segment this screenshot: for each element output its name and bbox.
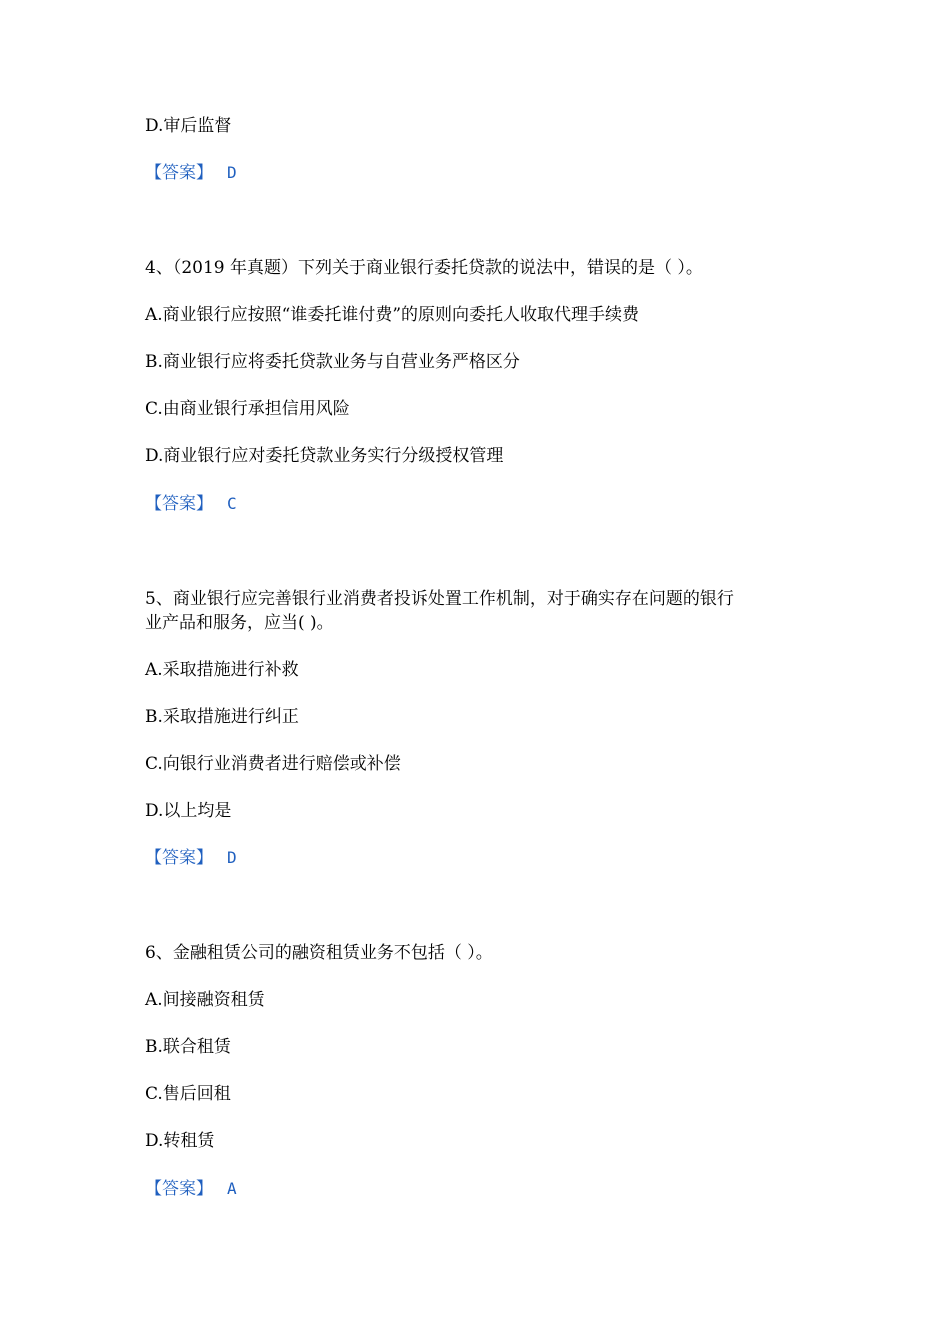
q6-answer (145, 1177, 237, 1201)
q4-option-c: C.由商业银行承担信用风险 (145, 399, 350, 419)
q5-answer-label: 【答案】 (145, 848, 213, 868)
q6-option-a: A.间接融资租赁 (145, 990, 265, 1010)
q6-answer-label: 【答案】 (145, 1179, 213, 1199)
q3-answer (145, 161, 237, 185)
q4-answer-label: 【答案】 (145, 494, 213, 514)
q3-answer-value: D (227, 163, 237, 182)
q6-option-d: D.转租赁 (145, 1131, 215, 1151)
q6-option-c: C.售后回租 (145, 1084, 231, 1104)
q4-answer (145, 492, 237, 516)
q3-option-d: D.审后监督 (145, 116, 232, 136)
q5-option-d: D.以上均是 (145, 801, 232, 821)
q4-answer-value: C (227, 494, 237, 513)
q4-stem: 4、（2019 年真题）下列关于商业银行委托贷款的说法中，错误的是（ ）。 (145, 258, 703, 278)
q5-stem-line1: 5、商业银行应完善银行业消费者投诉处置工作机制，对于确实存在问题的银行 (145, 589, 734, 609)
q4-option-a: A.商业银行应按照“谁委托谁付费”的原则向委托人收取代理手续费 (145, 305, 640, 325)
q5-answer-value: D (227, 848, 237, 867)
q6-answer-value: A (227, 1179, 237, 1198)
q5-option-c: C.向银行业消费者进行赔偿或补偿 (145, 754, 401, 774)
q6-option-b: B.联合租赁 (145, 1037, 231, 1057)
q4-option-d: D.商业银行应对委托贷款业务实行分级授权管理 (145, 446, 504, 466)
q5-option-a: A.采取措施进行补救 (145, 660, 299, 680)
q5-answer (145, 846, 237, 870)
q3-answer-label: 【答案】 (145, 163, 213, 183)
q5-stem-line2: 业产品和服务，应当( )。 (145, 613, 334, 633)
q5-option-b: B.采取措施进行纠正 (145, 707, 299, 727)
q4-option-b: B.商业银行应将委托贷款业务与自营业务严格区分 (145, 352, 520, 372)
q6-stem: 6、金融租赁公司的融资租赁业务不包括（ ）。 (145, 943, 493, 963)
